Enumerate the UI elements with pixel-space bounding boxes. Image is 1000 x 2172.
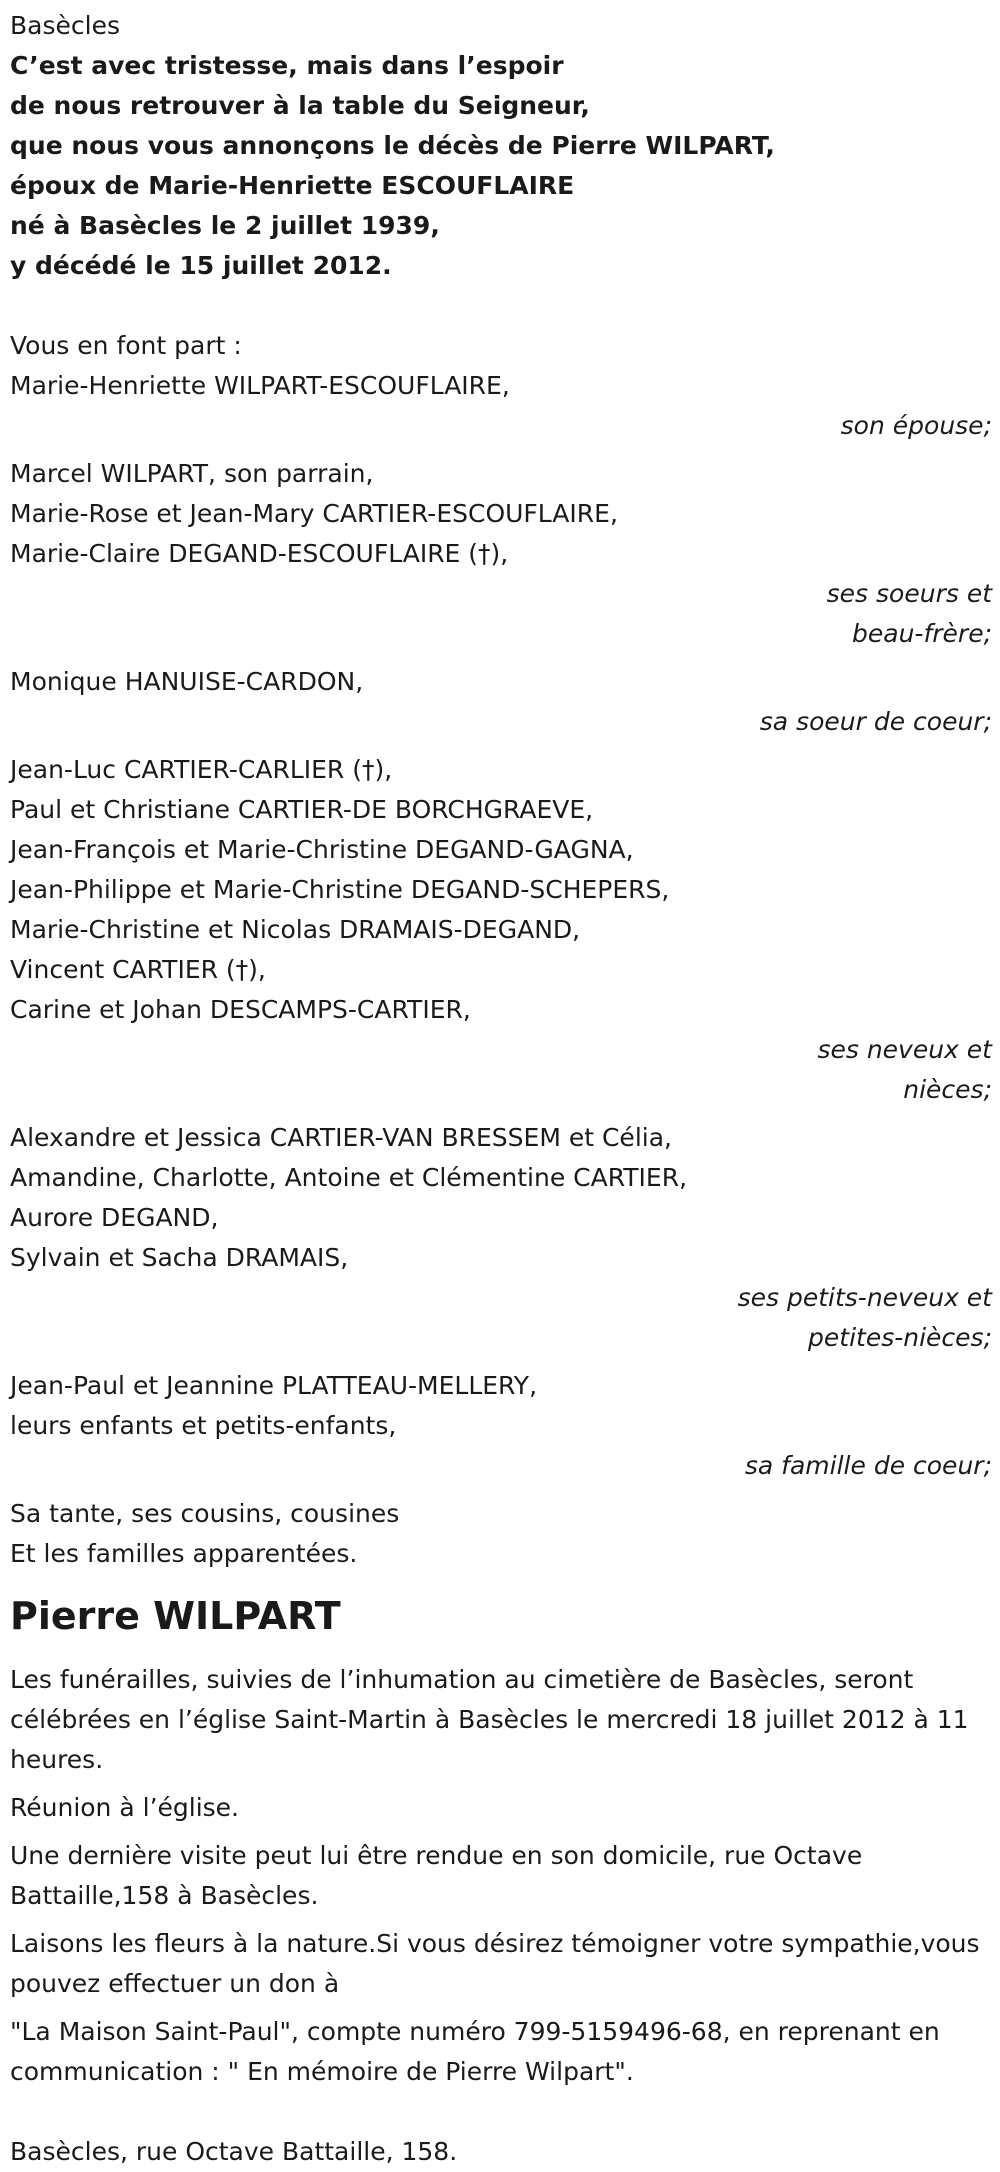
relation-label: sa famille de coeur;: [744, 1451, 992, 1480]
relation-label: ses soeurs et: [826, 579, 992, 608]
relation-label: son épouse;: [840, 411, 992, 440]
relation-label: sa soeur de coeur;: [759, 707, 992, 736]
family-name-line: Carine et Johan DESCAMPS-CARTIER,: [10, 995, 471, 1024]
obituary-page: [10, 6, 992, 2172]
family-name-line: Alexandre et Jessica CARTIER-VAN BRESSEM et Célia,: [10, 1123, 672, 1152]
intro-line: que nous vous annonçons le décès de Pierre WILPART,: [10, 131, 775, 160]
family-name-line: Jean-Philippe et Marie-Christine DEGAND-SCHEPERS,: [10, 875, 670, 904]
relation-label: beau-frère;: [852, 619, 992, 648]
relation-label: ses petits-neveux et: [737, 1283, 992, 1312]
address-line: Basècles, rue Octave Battaille, 158.: [10, 2137, 458, 2166]
donation-paragraph: "La Maison Saint-Paul", compte numéro 799-5159496-68, en reprenant en communication : " En mémoire de Pierre Wilpart".: [10, 2017, 940, 2086]
relation-label: petites-nièces;: [808, 1323, 992, 1352]
intro-line: C’est avec tristesse, mais dans l’espoir: [10, 51, 564, 80]
family-name-line: Marie-Henriette WILPART-ESCOUFLAIRE,: [10, 371, 510, 400]
family-name-line: Jean-François et Marie-Christine DEGAND-GAGNA,: [10, 835, 634, 864]
family-name-line: Amandine, Charlotte, Antoine et Clémentine CARTIER,: [10, 1163, 688, 1192]
closing-line: Et les familles apparentées.: [10, 1539, 358, 1568]
family-name-line: Paul et Christiane CARTIER-DE BORCHGRAEVE,: [10, 795, 594, 824]
flowers-paragraph: Laisons les fleurs à la nature.Si vous désirez témoigner votre sympathie,vous pouvez effectuer un don à: [10, 1929, 980, 1998]
family-name-line: Aurore DEGAND,: [10, 1203, 219, 1232]
meeting-paragraph: Réunion à l’église.: [10, 1793, 240, 1822]
family-name-line: Jean-Paul et Jeannine PLATTEAU-MELLERY,: [10, 1371, 538, 1400]
family-name-line: Vincent CARTIER (†),: [10, 955, 266, 984]
intro-line: époux de Marie-Henriette ESCOUFLAIRE: [10, 171, 575, 200]
relation-label: nièces;: [903, 1075, 992, 1104]
family-name-line: Marie-Christine et Nicolas DRAMAIS-DEGAND,: [10, 915, 581, 944]
intro-line: y décédé le 15 juillet 2012.: [10, 251, 392, 280]
family-name-line: Sylvain et Sacha DRAMAIS,: [10, 1243, 349, 1272]
intro-line: de nous retrouver à la table du Seigneur,: [10, 91, 590, 120]
family-name-line: Marcel WILPART, son parrain,: [10, 459, 374, 488]
family-name-line: leurs enfants et petits-enfants,: [10, 1411, 397, 1440]
closing-line: Sa tante, ses cousins, cousines: [10, 1499, 400, 1528]
family-name-line: Marie-Claire DEGAND-ESCOUFLAIRE (†),: [10, 539, 509, 568]
family-intro: Vous en font part :: [10, 331, 242, 360]
family-name-line: Jean-Luc CARTIER-CARLIER (†),: [10, 755, 393, 784]
funeral-paragraph: Les funérailles, suivies de l’inhumation au cimetière de Basècles, seront célébrées en l’église Saint-Martin à Basècles le mercredi 18 juillet 2012 à 11 heures.: [10, 1665, 969, 1774]
relation-label: ses neveux et: [817, 1035, 992, 1064]
place-line: Basècles: [10, 11, 120, 40]
deceased-name-heading: Pierre WILPART: [10, 1594, 341, 1638]
visit-paragraph: Une dernière visite peut lui être rendue en son domicile, rue Octave Battaille,158 à Basècles.: [10, 1841, 863, 1910]
family-name-line: Monique HANUISE-CARDON,: [10, 667, 364, 696]
family-name-line: Marie-Rose et Jean-Mary CARTIER-ESCOUFLAIRE,: [10, 499, 618, 528]
intro-line: né à Basècles le 2 juillet 1939,: [10, 211, 440, 240]
